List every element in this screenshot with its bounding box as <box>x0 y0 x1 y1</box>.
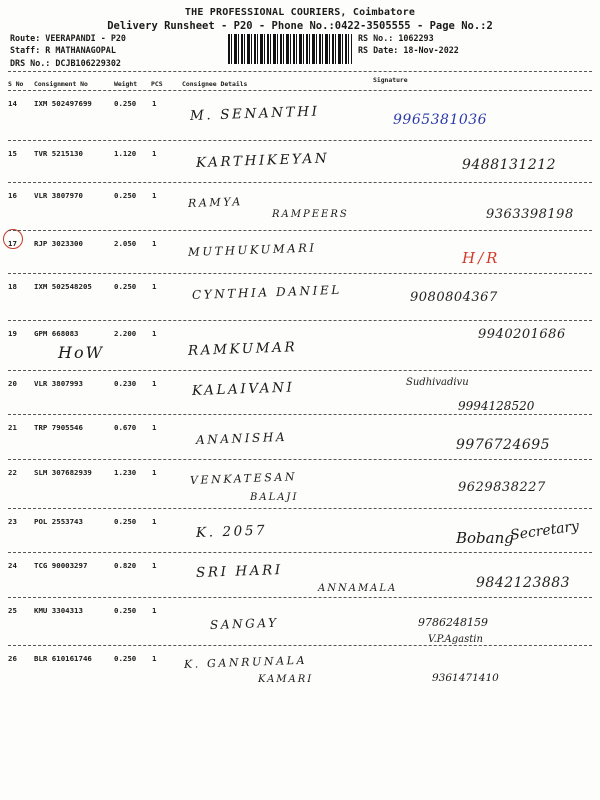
header-divider <box>8 71 592 72</box>
table-row <box>0 460 600 510</box>
consignee-name: MUTHUKUMARI <box>187 240 317 259</box>
handwritten-note: HoW <box>58 343 105 362</box>
consignee-name-line2: BALAJI <box>250 492 299 503</box>
signature-phone: 9080804367 <box>410 290 498 305</box>
pcs-cell: 1 <box>152 561 157 570</box>
weight-cell: 0.250 <box>114 282 137 291</box>
consignment-cell: KMU 3304313 <box>34 606 83 615</box>
consignment-cell: RJP 3023300 <box>34 239 83 248</box>
pcs-cell: 1 <box>152 239 157 248</box>
signature-text: Sudhivadivu <box>406 377 469 388</box>
pcs-cell: 1 <box>152 191 157 200</box>
sno-cell: 14 <box>8 99 17 108</box>
consignment-cell: VLR 3807993 <box>34 379 83 388</box>
pcs-cell: 1 <box>152 149 157 158</box>
consignment-cell: IXM 502548205 <box>34 282 92 291</box>
pcs-cell: 1 <box>152 654 157 663</box>
weight-cell: 1.120 <box>114 149 137 158</box>
consignee-name: VENKATESAN <box>189 470 298 487</box>
consignee-name: K. GANRUNALA <box>183 653 308 671</box>
signature-phone: 9976724695 <box>456 437 551 453</box>
pcs-cell: 1 <box>152 99 157 108</box>
route-label: Route: VEERAPANDI - P20 <box>10 33 126 43</box>
sno-cell: 19 <box>8 329 17 338</box>
consignment-cell: POL 2553743 <box>34 517 83 526</box>
sno-cell: 23 <box>8 517 17 526</box>
signature-phone: 9965381036 <box>393 112 488 128</box>
signature-text: Bobang <box>456 529 514 547</box>
sno-cell: 21 <box>8 423 17 432</box>
consignment-cell: VLR 3807970 <box>34 191 83 200</box>
barcode <box>228 34 352 64</box>
consignee-name: CYNTHIA DANIEL <box>191 282 343 302</box>
col-header-sno: S No <box>8 80 24 88</box>
weight-cell: 0.250 <box>114 606 137 615</box>
weight-cell: 2.050 <box>114 239 137 248</box>
col-header-consignee: Consignee Details <box>182 80 248 88</box>
consignment-cell: IXM 502497699 <box>34 99 92 108</box>
sno-cell: 15 <box>8 149 17 158</box>
signature-phone: 9629838227 <box>458 480 546 495</box>
consignee-name: KALAIVANI <box>191 379 295 399</box>
runsheet-subtitle: Delivery Runsheet - P20 - Phone No.:0422-3505555 - Page No.:2 <box>107 20 493 32</box>
signature-phone: 9488131212 <box>462 157 557 173</box>
consignment-cell: SLM 307682939 <box>34 468 92 477</box>
rs-date: RS Date: 18-Nov-2022 <box>358 45 459 55</box>
weight-cell: 0.230 <box>114 379 137 388</box>
signature-note: H/R <box>462 249 501 267</box>
pcs-cell: 1 <box>152 379 157 388</box>
sno-cell: 25 <box>8 606 17 615</box>
col-header-signature: Signature <box>373 76 408 84</box>
signature-phone: 9363398198 <box>486 207 574 222</box>
consignee-name: ANANISHA <box>195 429 288 447</box>
consignee-name: KARTHIKEYAN <box>195 150 330 171</box>
signature-phone: 9361471410 <box>432 672 499 684</box>
signature-phone: 9842123883 <box>476 575 571 591</box>
consignee-name: RAMKUMAR <box>187 339 298 359</box>
consignee-name: K. 2057 <box>195 522 268 541</box>
weight-cell: 0.250 <box>114 99 137 108</box>
consignee-name-line2: ANNAMALA <box>318 583 398 594</box>
table-row <box>0 415 600 465</box>
consignment-cell: TVR 5215130 <box>34 149 83 158</box>
consignment-cell: GPM 668083 <box>34 329 79 338</box>
pcs-cell: 1 <box>152 517 157 526</box>
table-row <box>0 91 600 141</box>
consignee-name: SRI HARI <box>195 561 284 581</box>
sno-cell: 24 <box>8 561 17 570</box>
weight-cell: 0.670 <box>114 423 137 432</box>
pcs-cell: 1 <box>152 329 157 338</box>
weight-cell: 0.250 <box>114 517 137 526</box>
sno-cell: 20 <box>8 379 17 388</box>
pcs-cell: 1 <box>152 468 157 477</box>
signature-title: Secretary <box>509 518 581 544</box>
table-row <box>0 274 600 324</box>
consignment-cell: TRP 7905546 <box>34 423 83 432</box>
staff-label: Staff: R MATHANAGOPAL <box>10 45 116 55</box>
sno-cell: 22 <box>8 468 17 477</box>
consignee-name-line2: RAMPEERS <box>272 209 349 220</box>
table-row <box>0 183 600 233</box>
pcs-cell: 1 <box>152 423 157 432</box>
sno-cell: 17 <box>8 239 17 248</box>
weight-cell: 0.250 <box>114 191 137 200</box>
sno-cell: 16 <box>8 191 17 200</box>
signature-phone: 9994128520 <box>458 399 535 413</box>
sno-cell: 18 <box>8 282 17 291</box>
pcs-cell: 1 <box>152 282 157 291</box>
weight-cell: 0.250 <box>114 654 137 663</box>
consignee-name: M. SENANTHI <box>189 103 320 124</box>
consignment-cell: TCG 90003297 <box>34 561 88 570</box>
pcs-cell: 1 <box>152 606 157 615</box>
drs-number: DRS No.: DCJB106229302 <box>10 58 121 68</box>
col-header-consignment: Consignment No <box>34 80 88 88</box>
weight-cell: 0.820 <box>114 561 137 570</box>
consignment-cell: BLR 610161746 <box>34 654 92 663</box>
consignee-name: SANGAY <box>209 615 279 632</box>
company-title: THE PROFESSIONAL COURIERS, Coimbatore <box>184 7 416 18</box>
consignee-name-line2: KAMARI <box>258 674 314 685</box>
weight-cell: 1.230 <box>114 468 137 477</box>
signature-phone: 9940201686 <box>478 327 566 342</box>
sno-cell: 26 <box>8 654 17 663</box>
table-row <box>0 598 600 648</box>
table-row <box>0 321 600 371</box>
consignee-name: RAMYA <box>187 195 244 210</box>
table-row <box>0 553 600 603</box>
weight-cell: 2.200 <box>114 329 137 338</box>
signature-phone: 9786248159 <box>418 616 488 629</box>
rs-number: RS No.: 1062293 <box>358 33 434 43</box>
signature-text: V.P.Agastin <box>428 634 483 645</box>
col-header-weight: Weight <box>114 80 138 88</box>
table-row <box>0 646 600 696</box>
col-header-pcs: PCS <box>151 80 163 88</box>
